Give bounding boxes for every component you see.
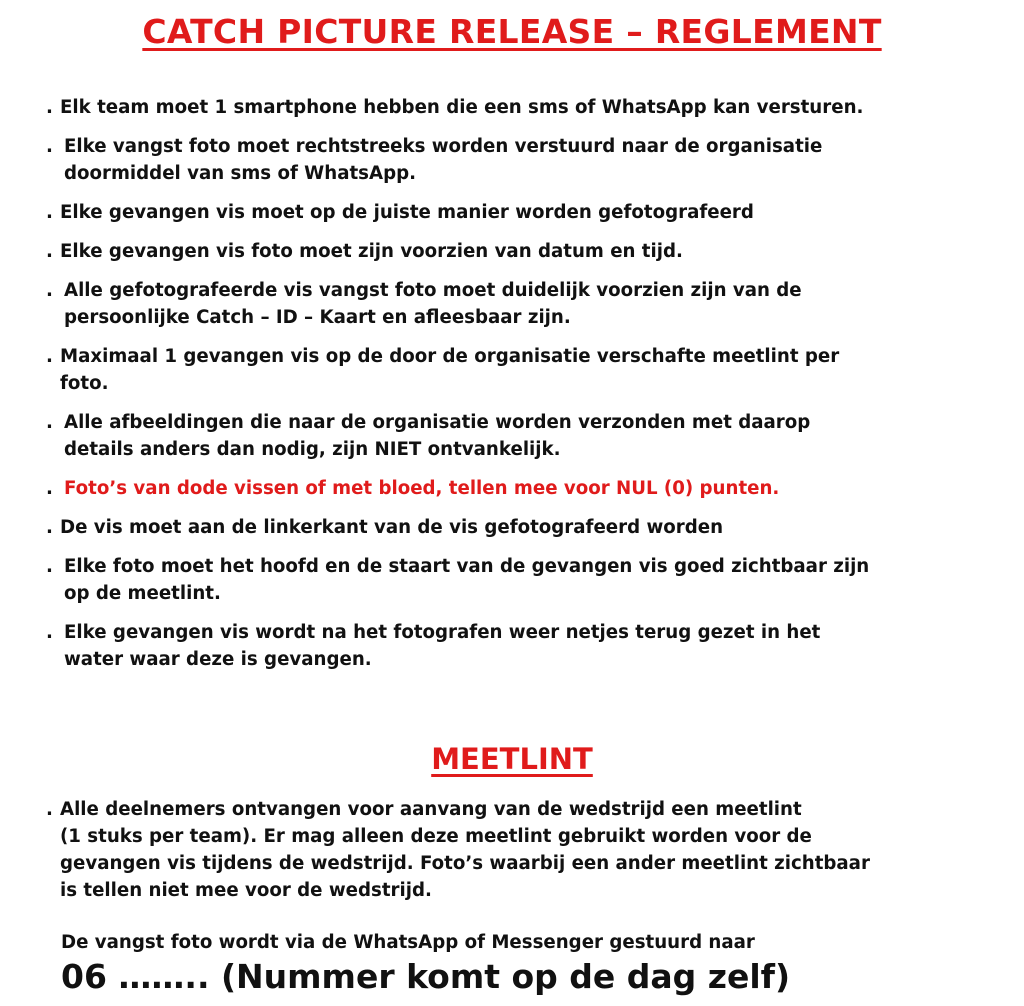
rule-line: doormiddel van sms of WhatsApp. (64, 163, 417, 184)
section-title-meetlint: MEETLINT (431, 742, 593, 776)
page-title: CATCH PICTURE RELEASE – REGLEMENT (142, 12, 882, 51)
rule-item (46, 409, 1006, 463)
rule-line: persoonlijke Catch – ID – Kaart en afleesbaar zijn. (64, 307, 571, 328)
meetlint-item (46, 796, 1006, 904)
bullet-dot: . (46, 136, 53, 157)
bullet-dot: . (46, 556, 53, 577)
bullet-dot: . (46, 97, 53, 118)
meetlint-line: gevangen vis tijdens de wedstrijd. Foto’s waarbij een ander meetlint zichtbaar (60, 853, 870, 874)
rule-item (46, 277, 1006, 331)
rule-line: op de meetlint. (64, 583, 221, 604)
rule-line-warning: Foto’s van dode vissen of met bloed, tellen mee voor NUL (0) punten. (64, 478, 780, 499)
bullet-dot: . (46, 478, 53, 499)
rule-line: Maximaal 1 gevangen vis op de door de organisatie verschafte meetlint per (60, 346, 840, 367)
rule-line: water waar deze is gevangen. (64, 649, 372, 670)
rule-line: foto. (60, 373, 109, 394)
rule-item-warning (46, 475, 1006, 502)
meetlint-line: is tellen niet mee voor de wedstrijd. (60, 880, 432, 901)
rule-line: De vis moet aan de linkerkant van de vis gefotografeerd worden (60, 517, 724, 538)
bullet-dot: . (46, 622, 53, 643)
rule-line: Elke vangst foto moet rechtstreeks worden verstuurd naar de organisatie (64, 136, 823, 157)
footer-note: De vangst foto wordt via de WhatsApp of Messenger gestuurd naar (61, 932, 755, 953)
rule-line: Elke foto moet het hoofd en de staart van de gevangen vis goed zichtbaar zijn (64, 556, 870, 577)
meetlint-line: Alle deelnemers ontvangen voor aanvang van de wedstrijd een meetlint (60, 799, 802, 820)
meetlint-list (46, 796, 1006, 916)
rule-item (46, 514, 1006, 541)
bullet-dot: . (46, 517, 53, 538)
rule-line: Elke gevangen vis wordt na het fotografen weer netjes terug gezet in het (64, 622, 821, 643)
rules-list (46, 94, 1006, 685)
rule-item (46, 553, 1006, 607)
rule-item (46, 133, 1006, 187)
rule-item (46, 199, 1006, 226)
rule-item (46, 94, 1006, 121)
phone-number: 06 …….. (Nummer komt op de dag zelf) (61, 957, 791, 996)
rule-line: Elke gevangen vis foto moet zijn voorzien van datum en tijd. (60, 241, 683, 262)
rule-line: Elke gevangen vis moet op de juiste manier worden gefotografeerd (60, 202, 754, 223)
bullet-dot: . (46, 799, 53, 820)
rule-line: details anders dan nodig, zijn NIET ontvankelijk. (64, 439, 561, 460)
rule-item (46, 343, 1006, 397)
meetlint-line: (1 stuks per team). Er mag alleen deze meetlint gebruikt worden voor de (60, 826, 812, 847)
bullet-dot: . (46, 412, 53, 433)
rule-line: Alle afbeeldingen die naar de organisatie worden verzonden met daarop (64, 412, 811, 433)
bullet-dot: . (46, 241, 53, 262)
bullet-dot: . (46, 202, 53, 223)
rule-item (46, 238, 1006, 265)
rule-line: Elk team moet 1 smartphone hebben die een sms of WhatsApp kan versturen. (60, 97, 864, 118)
bullet-dot: . (46, 346, 53, 367)
rule-line: Alle gefotografeerde vis vangst foto moet duidelijk voorzien zijn van de (64, 280, 802, 301)
rule-item (46, 619, 1006, 673)
bullet-dot: . (46, 280, 53, 301)
